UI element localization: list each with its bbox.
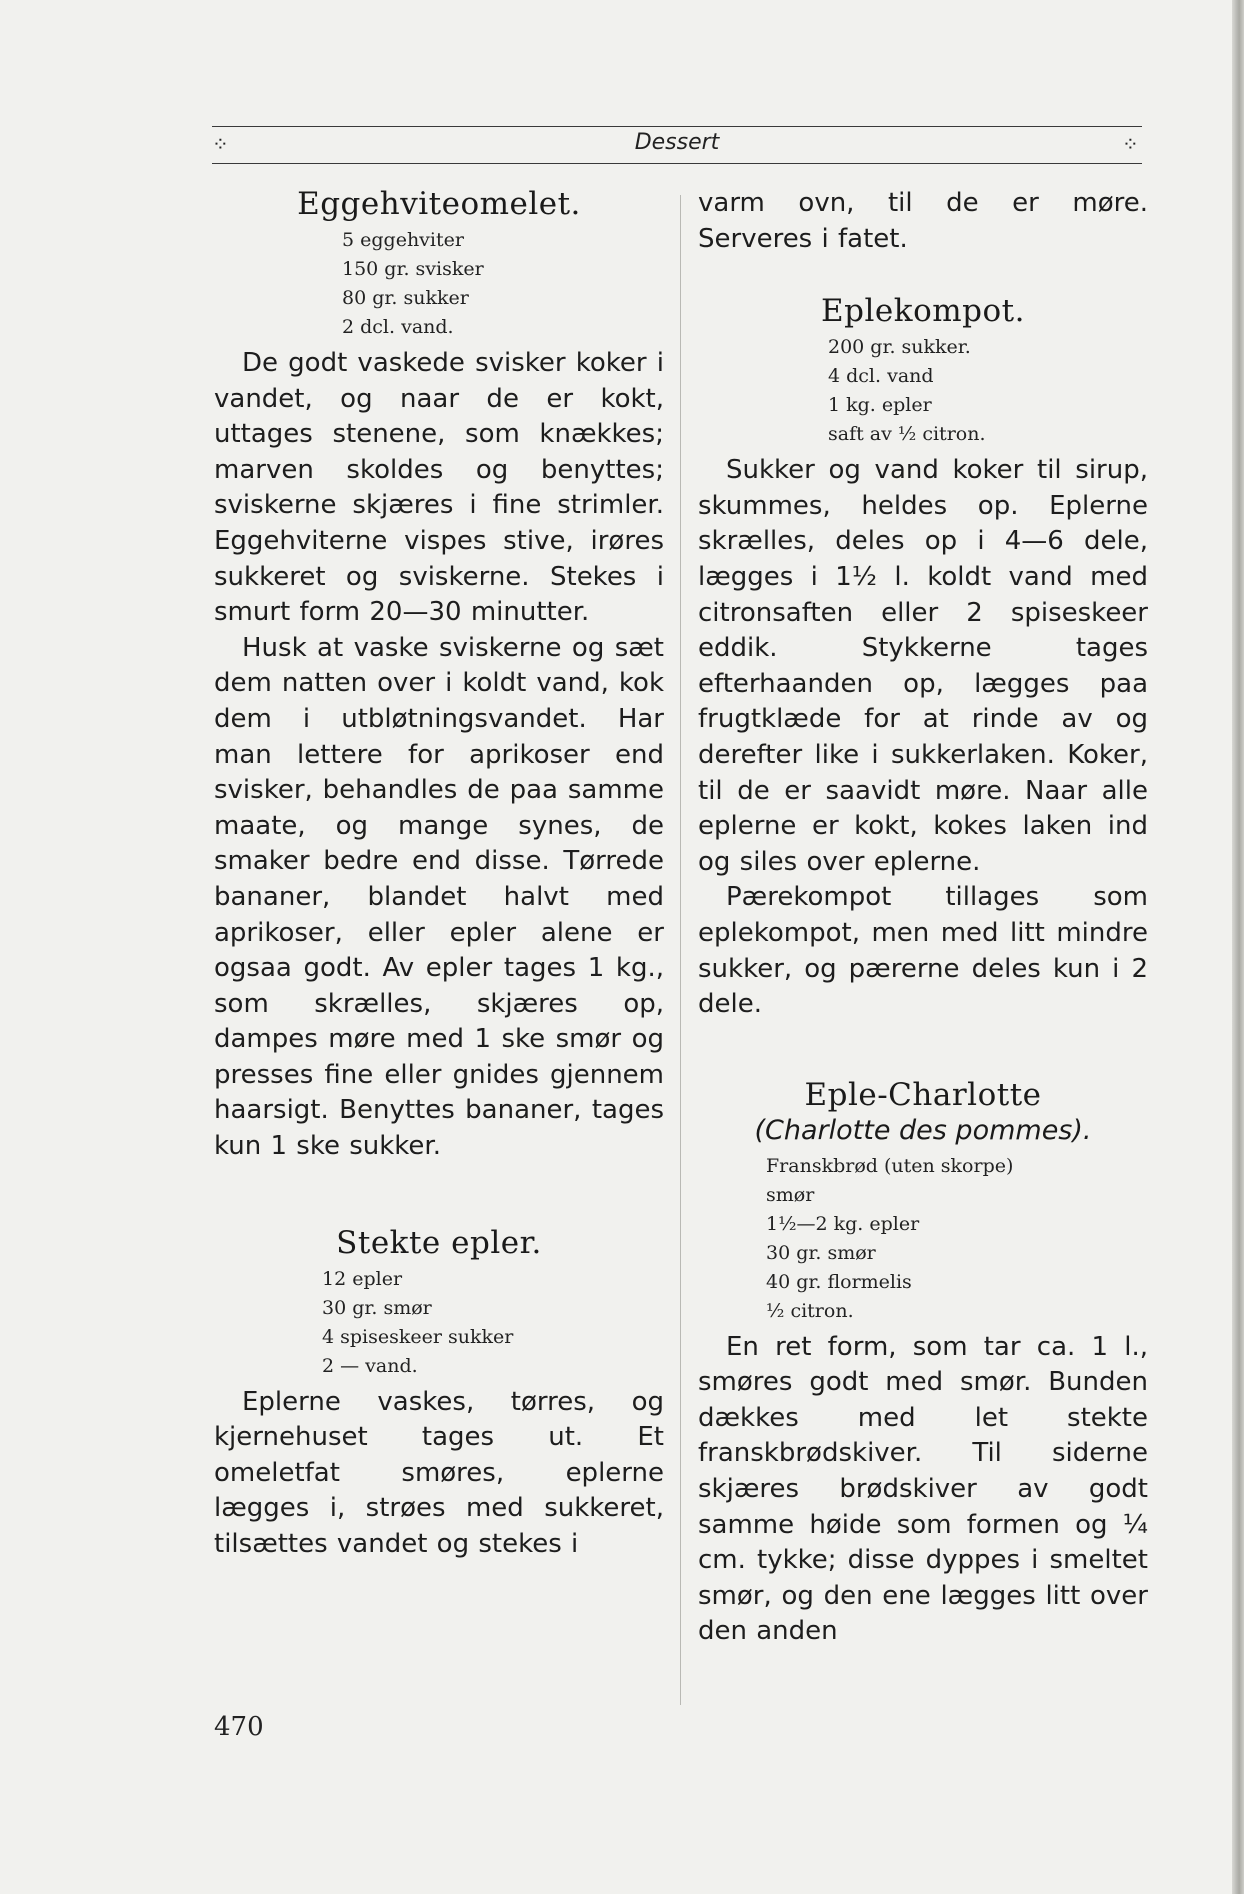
ingredient: Franskbrød (uten skorpe) — [766, 1154, 1014, 1177]
page-edge — [1232, 0, 1244, 1894]
ingredient: 1½—2 kg. epler — [766, 1212, 920, 1235]
ingredient: 80 gr. sukker — [342, 287, 469, 309]
recipe-eggehviteomelet — [214, 186, 664, 1165]
column-divider — [680, 195, 681, 1705]
recipe-title: Eggehviteomelet. — [297, 186, 581, 222]
ornament-icon: ⁘ — [212, 132, 229, 156]
ingredient: 40 gr. flormelis — [766, 1270, 912, 1293]
ingredient: 2 — vand. — [322, 1354, 418, 1377]
ingredient: 12 epler — [322, 1267, 403, 1290]
recipe-title: Stekte epler. — [336, 1224, 542, 1261]
ingredient: 200 gr. sukker. — [828, 336, 971, 359]
recipe-eplekompot — [698, 293, 1148, 1023]
header-rule-bottom — [212, 163, 1142, 164]
ornament-icon: ⁘ — [1122, 132, 1139, 156]
recipe-stekte-epler — [214, 1225, 664, 1563]
recipe-paragraph: Eplerne vaskes, tørres, og kjernehuset tages ut. Et omeletfat smøres, eplerne lægges i, strøes med sukkeret, tilsættes vandet og stekes i — [214, 1386, 664, 1560]
recipe-paragraph-continued: varm ovn, til de er møre. Serveres i fatet. — [698, 188, 1148, 254]
ingredient: smør — [766, 1183, 815, 1206]
header-rule-top — [212, 126, 1142, 127]
spacer — [214, 1165, 664, 1225]
recipe-paragraph: En ret form, som tar ca. 1 l., smøres godt med smør. Bunden dækkes med let stekte franskbrødskiver. Til siderne skjæres brødskiver av godt samme høide som formen og ¼ cm. tykke; disse dyppes i smeltet smør, og den ene lægges litt over den anden — [698, 1331, 1148, 1647]
ingredient-list — [342, 226, 664, 342]
ingredient-list — [828, 333, 1148, 449]
recipe-paragraph: Husk at vaske sviskerne og sæt dem natten over i koldt vand, kok dem i utbløtningsvandet. Har man lettere for aprikoser end svisker, behandles de paa samme maate, og mange synes, de smaker bedre end disse. Tørrede bananer, blandet halvt med aprikoser, eller epler alene er ogsaa godt. Av epler tages 1 kg., som skrælles, skjæres op, dampes møre med 1 ske smør og presses fine eller gnides gjennem haarsigt. Benyttes bananer, tages kun 1 ske sukker. — [214, 632, 664, 1162]
left-column — [214, 186, 664, 1563]
recipe-subtitle: (Charlotte des pommes). — [754, 1114, 1092, 1146]
ingredient: 30 gr. smør — [322, 1296, 432, 1319]
running-header: Dessert — [634, 130, 720, 155]
ingredient: 4 dcl. vand — [828, 365, 934, 388]
ingredient: 30 gr. smør — [766, 1241, 876, 1264]
recipe-eple-charlotte — [698, 1077, 1148, 1650]
recipe-title: Eple-Charlotte — [804, 1076, 1042, 1113]
ingredient: 2 dcl. vand. — [342, 316, 454, 338]
ingredient: 5 eggehviter — [342, 229, 464, 251]
spacer — [698, 257, 1148, 293]
ingredient: saft av ½ citron. — [828, 423, 986, 446]
recipe-paragraph: Pærekompot tillages som eplekompot, men med litt mindre sukker, og pærerne deles kun i 2 dele. — [698, 882, 1148, 1020]
recipe-title: Eplekompot. — [821, 293, 1025, 330]
page-number: 470 — [214, 1712, 264, 1742]
ingredient: 1 kg. epler — [828, 394, 932, 417]
recipe-paragraph: Sukker og vand koker til sirup, skummes, heldes op. Eplerne skrælles, deles op i 4—6 dele, lægges i 1½ l. koldt vand med citronsaften eller 2 spiseskeer eddik. Stykkerne tages efterhaanden op, lægges paa frugtklæde for at rinde av og derefter like i sukkerlaken. Koker, til de er saavidt møre. Naar alle eplerne er kokt, kokes laken ind og siles over eplerne. — [698, 455, 1148, 877]
recipe-paragraph: De godt vaskede svisker koker i vandet, og naar de er kokt, uttages stenene, som knækkes; marven skoldes og benyttes; sviskerne skjæres i fine strimler. Eggehviterne vispes stive, irøres sukkeret og sviskerne. Stekes i smurt form 20—30 minutter. — [214, 348, 664, 628]
ingredient-list — [766, 1152, 1148, 1326]
ingredient: 4 spiseskeer sukker — [322, 1325, 514, 1348]
ingredient-list — [322, 1265, 664, 1381]
spacer — [698, 1023, 1148, 1077]
ingredient: 150 gr. svisker — [342, 258, 484, 280]
ingredient: ½ citron. — [766, 1299, 854, 1322]
right-column — [698, 186, 1148, 1650]
